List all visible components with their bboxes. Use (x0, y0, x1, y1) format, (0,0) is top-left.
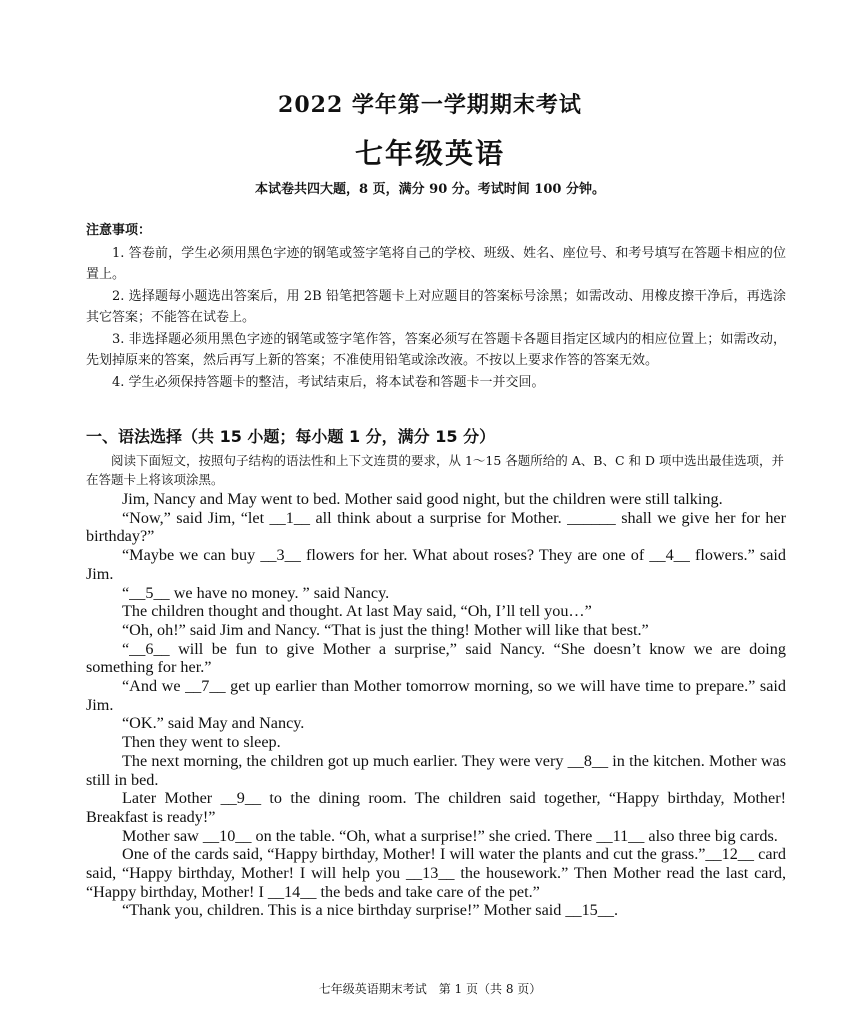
notice-item: 3. 非选择题必须用黑色字迹的钢笔或签字笔作答，答案必须写在答题卡各题目指定区域内的相应位置上；如需改动，先划掉原来的答案，然后再写上新的答案；不准使用铅笔或涂改液。不按以上要求作答的答案无效。 (86, 331, 786, 368)
notice-heading: 注意事项： (86, 223, 152, 238)
passage-paragraph: One of the cards said, “Happy birthday, Mother! I will water the plants and cut the grass.”__12__ card said, “Happy birthday, Mother! I will help you __13__ the housework.” Then Mother read the last card, “Happy birthday, Mother! I __14__ the beds and take care of the pet.” (86, 845, 786, 901)
passage-paragraph: Jim, Nancy and May went to bed. Mother said good night, but the children were still talking. (122, 490, 723, 508)
passage-paragraph: The next morning, the children got up much earlier. They were very __8__ in the kitchen. Mother was still in bed. (86, 751, 786, 789)
passage-paragraph: “OK.” said May and Nancy. (122, 714, 305, 733)
notice-item: 4. 学生必须保持答题卡的整洁，考试结束后，将本试卷和答题卡一并交回。 (112, 374, 545, 390)
section-instructions: 阅读下面短文，按照句子结构的语法性和上下文连贯的要求，从 1～15 各题所给的 A、B、C 和 D 项中选出最佳选项，并在答题卡上将该项涂黑。 (86, 453, 785, 487)
passage-paragraph: “Oh, oh!” said Jim and Nancy. “That is just the thing! Mother will like that best.” (122, 620, 649, 639)
passage-paragraph: “Thank you, children. This is a nice birthday surprise!” Mother said __15__. (122, 901, 619, 920)
passage-paragraph: “And we __7__ get up earlier than Mother tomorrow morning, so we will have time to prepare.” said Jim. (86, 677, 786, 714)
passage-paragraph: Then they went to sleep. (122, 733, 281, 752)
cloze-passage (86, 490, 786, 920)
passage-paragraph: Mother saw __10__ on the table. “Oh, what a surprise!” she cried. There __11__ also three big cards. (122, 826, 778, 845)
notice-item: 2. 选择题每小题选出答案后，用 2B 铅笔把答题卡上对应题目的答案标号涂黑；如需改动、用橡皮擦干净后，再选涂其它答案；不能答在试卷上。 (86, 288, 786, 325)
section-grammar (86, 424, 786, 920)
passage-paragraph: “Now,” said Jim, “let __1__ all think about a surprise for Mother. ______ shall we give her for her birthday?” (86, 508, 786, 546)
passage-paragraph: “Maybe we can buy __3__ flowers for her. What about roses? They are one of __4__ flowers.” said Jim. (86, 546, 786, 583)
notice-block (86, 220, 786, 393)
exam-title: 2022 学年第一学期期末考试 (278, 92, 582, 118)
passage-paragraph: “__6__ will be fun to give Mother a surprise,” said Nancy. “She doesn’t know we are doing something for her.” (86, 639, 786, 677)
exam-info: 本试卷共四大题，8 页，满分 90 分。考试时间 100 分钟。 (255, 182, 605, 197)
passage-paragraph: Later Mother __9__ to the dining room. The children said together, “Happy birthday, Mother! Breakfast is ready!” (86, 789, 786, 826)
page-footer: 七年级英语期末考试 第 1 页（共 8 页） (318, 982, 542, 996)
subject-title: 七年级英语 (354, 137, 505, 170)
notice-item: 1. 答卷前，学生必须用黑色字迹的钢笔或签字笔将自己的学校、班级、姓名、座位号、和考号填写在答题卡相应的位置上。 (86, 245, 786, 282)
section-heading: 一、语法选择（共 15 小题；每小题 1 分，满分 15 分） (86, 427, 496, 446)
passage-paragraph: The children thought and thought. At last May said, “Oh, I’ll tell you…” (122, 602, 592, 621)
passage-paragraph: “__5__ we have no money. ” said Nancy. (122, 583, 390, 602)
